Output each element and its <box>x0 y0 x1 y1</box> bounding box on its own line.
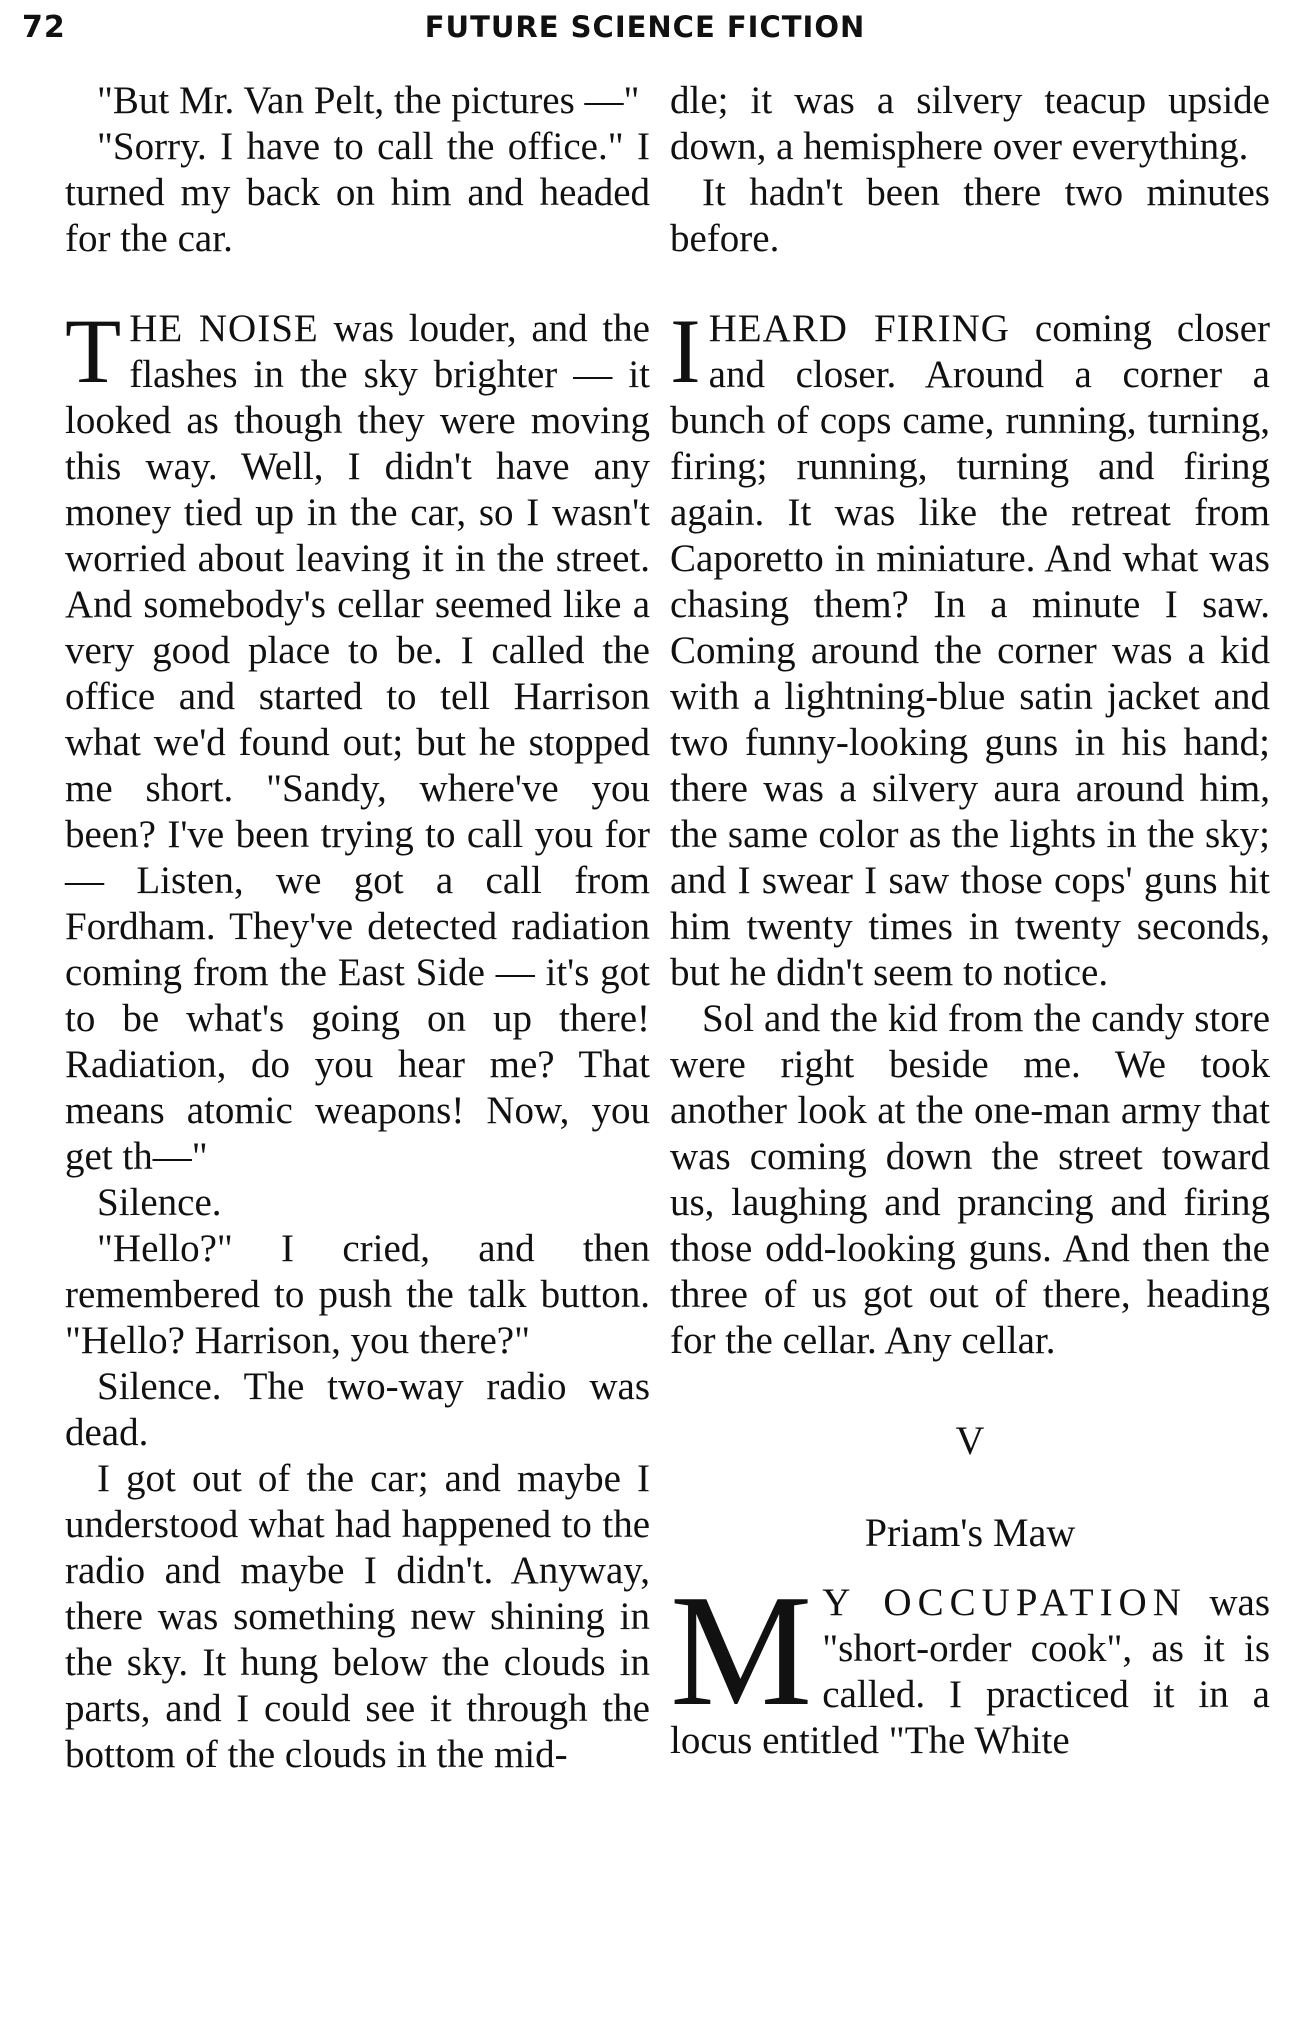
paragraph-drop-cap <box>65 300 650 1180</box>
paragraph: I got out of the car; and maybe I understood what had happened to the radio and maybe I didn't. Anyway, there was something new shining in the sky. It hung below the clouds in parts, and I could see it through the bottom of the clouds in the mid- <box>65 1457 650 1776</box>
right-column <box>670 78 1270 1764</box>
paragraph: It hadn't been there two minutes before. <box>670 171 1270 260</box>
paragraph-drop-cap <box>670 1561 1270 1764</box>
paragraph-drop-cap <box>670 300 1270 996</box>
drop-cap: T <box>65 300 122 402</box>
paragraph: "Hello?" I cried, and then remembered to push the talk button. "Hello? Harrison, you there?" <box>65 1227 650 1362</box>
paragraph: dle; it was a silvery teacup upside down, a hemisphere over everything. <box>670 79 1270 168</box>
chapter-number: V <box>955 1418 985 1463</box>
section-break <box>670 262 1270 306</box>
drop-cap: I <box>670 300 701 402</box>
paragraph-text: coming closer and closer. Around a corner a bunch of cops came, running, turning, firing; running, turning and firing again. It was like the retreat from Caporetto in miniature. And what was chasing them? In a minute I saw. Coming around the corner was a kid with a lightning-blue satin jacket and two funny-looking guns in his hand; there was a silvery aura around him, the same color as the lights in the sky; and I swear I saw those cops' guns hit him twenty times in twenty seconds, but he didn't seem to notice. <box>670 307 1270 994</box>
lead-in-small-caps: HEARD FIRING <box>708 307 1010 350</box>
paragraph-text: was louder, and the flashes in the sky brighter — it looked as though they were moving this way. Well, I didn't have any money tied up in the car, so I wasn't worried about leaving it in the street. And somebody's cellar seemed like a very good place to be. I called the office and started to tell Harrison what we'd found out; but he stopped me short. "Sandy, where've you been? I've been trying to call you for — Listen, we got a call from Fordham. They've detected radiation coming from the East Side — it's got to be what's going on up there! Radiation, do you hear me? That means atomic weapons! Now, you get th—" <box>65 307 650 1178</box>
magazine-title: FUTURE SCIENCE FICTION <box>424 10 866 44</box>
page-number: 72 <box>22 10 66 45</box>
paragraph-text: was "short-order cook", as it is called. I practiced it in a locus entitled "The White <box>670 1581 1270 1762</box>
left-column <box>65 78 650 1778</box>
lead-in-small-caps: Y OCCUPATION <box>822 1581 1187 1624</box>
paragraph: Silence. <box>97 1181 222 1224</box>
paragraph: "But Mr. Van Pelt, the pictures —" <box>97 79 640 122</box>
drop-cap: M <box>670 1561 813 1739</box>
paragraph: Sol and the kid from the candy store were right beside me. We took another look at the one-man army that was coming down the street toward us, laughing and prancing and firing those odd-looking guns. And then the three of us got out of there, heading for the cellar. Any cellar. <box>670 997 1270 1362</box>
paragraph: Silence. The two-way radio was dead. <box>65 1365 650 1454</box>
section-break <box>65 262 650 306</box>
chapter-title: Priam's Maw <box>864 1510 1076 1555</box>
lead-in-small-caps: HE NOISE <box>129 307 319 350</box>
running-header <box>20 10 1270 56</box>
paragraph: "Sorry. I have to call the office." I turned my back on him and headed for the car. <box>65 125 650 260</box>
